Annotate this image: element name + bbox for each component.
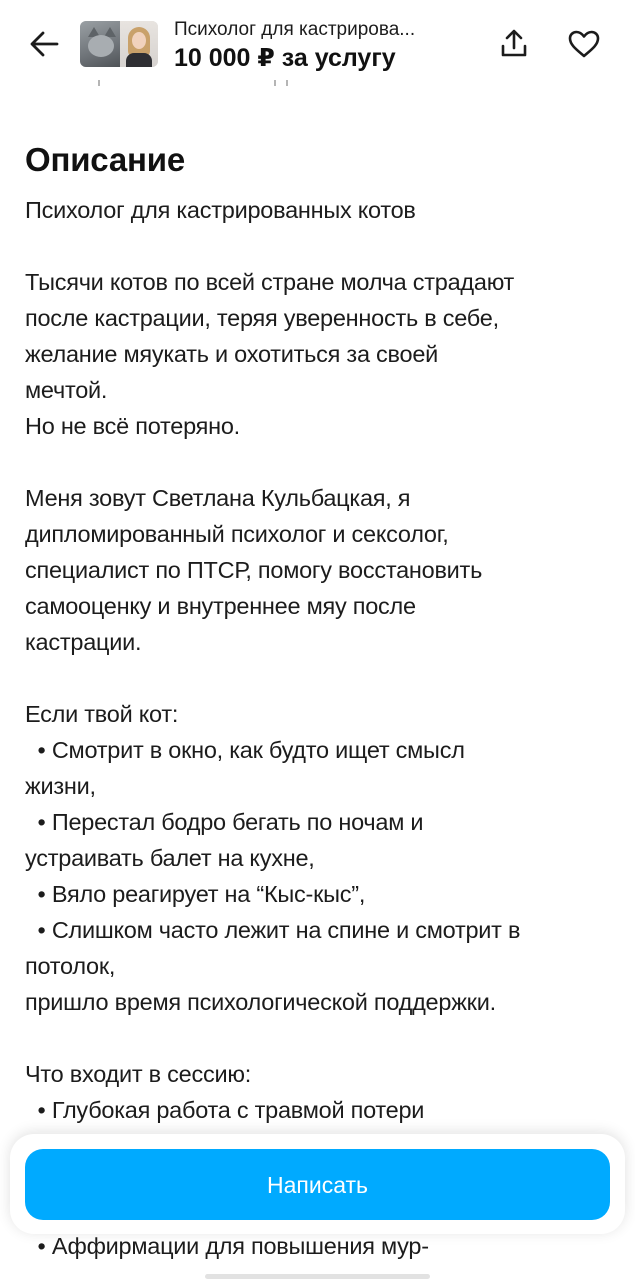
arrow-left-icon (29, 31, 59, 57)
description-line: желание мяукать и охотиться за своей (25, 341, 439, 367)
description-line: • Аффирмации для повышения мур- (25, 1233, 429, 1259)
description-line: Меня зовут Светлана Кульбацкая, я (25, 485, 411, 511)
description-line: • Вяло реагирует на “Кыс-кыс”, (25, 881, 366, 907)
heart-icon (567, 29, 601, 59)
favorite-button[interactable] (562, 22, 606, 66)
bottom-action-panel (10, 1134, 625, 1234)
top-bar (0, 0, 635, 90)
share-button[interactable] (494, 24, 534, 64)
description-line: Психолог для кастрированных котов (25, 197, 416, 223)
description-line: Если твой кот: (25, 701, 179, 727)
description-line: устраивать балет на кухне, (25, 845, 315, 871)
description-line: самооценку и внутреннее мяу после (25, 593, 416, 619)
description-line: жизни, (25, 773, 96, 799)
description-line: мечтой. (25, 377, 108, 403)
description-line (25, 1020, 615, 1056)
listing-price: 10 000 ₽ за услугу (174, 44, 396, 72)
description-line: специалист по ПТСР, помогу восстановить (25, 557, 483, 583)
description-line: • Перестал бодро бегать по ночам и (25, 809, 424, 835)
description-line: • Смотрит в окно, как будто ищет смысл (25, 737, 465, 763)
description-line (25, 660, 615, 696)
description-text (25, 192, 615, 1128)
description-line (25, 444, 615, 480)
back-button[interactable] (22, 22, 66, 66)
psychologist-photo (120, 21, 158, 67)
description-line: пришло время психологической поддержки. (25, 989, 496, 1015)
description-line: кастрации. (25, 629, 142, 655)
description-line: Что входит в сессию: (25, 1061, 252, 1087)
description-heading: Описание (25, 141, 185, 178)
description-section (25, 136, 615, 1128)
description-line: • Слишком часто лежит на спине и смотрит в (25, 917, 521, 943)
description-line: дипломированный психолог и сексолог, (25, 521, 449, 547)
description-line: Но не всё потеряно. (25, 413, 240, 439)
home-indicator (205, 1274, 430, 1279)
listing-title: Психолог для кастрирова... (174, 19, 416, 40)
share-icon (499, 28, 529, 60)
description-line: • Глубокая работа с травмой потери (25, 1097, 425, 1123)
write-message-button[interactable]: Написать (25, 1149, 610, 1220)
cat-photo (80, 21, 120, 67)
description-line: после кастрации, теряя уверенность в себе, (25, 305, 499, 331)
listing-thumbnail[interactable] (80, 21, 158, 67)
description-line: Тысячи котов по всей стране молча страдают (25, 269, 515, 295)
description-line: потолок, (25, 953, 116, 979)
description-line (25, 228, 615, 264)
description-overflow (25, 1228, 615, 1264)
scroll-indicator (96, 80, 296, 88)
